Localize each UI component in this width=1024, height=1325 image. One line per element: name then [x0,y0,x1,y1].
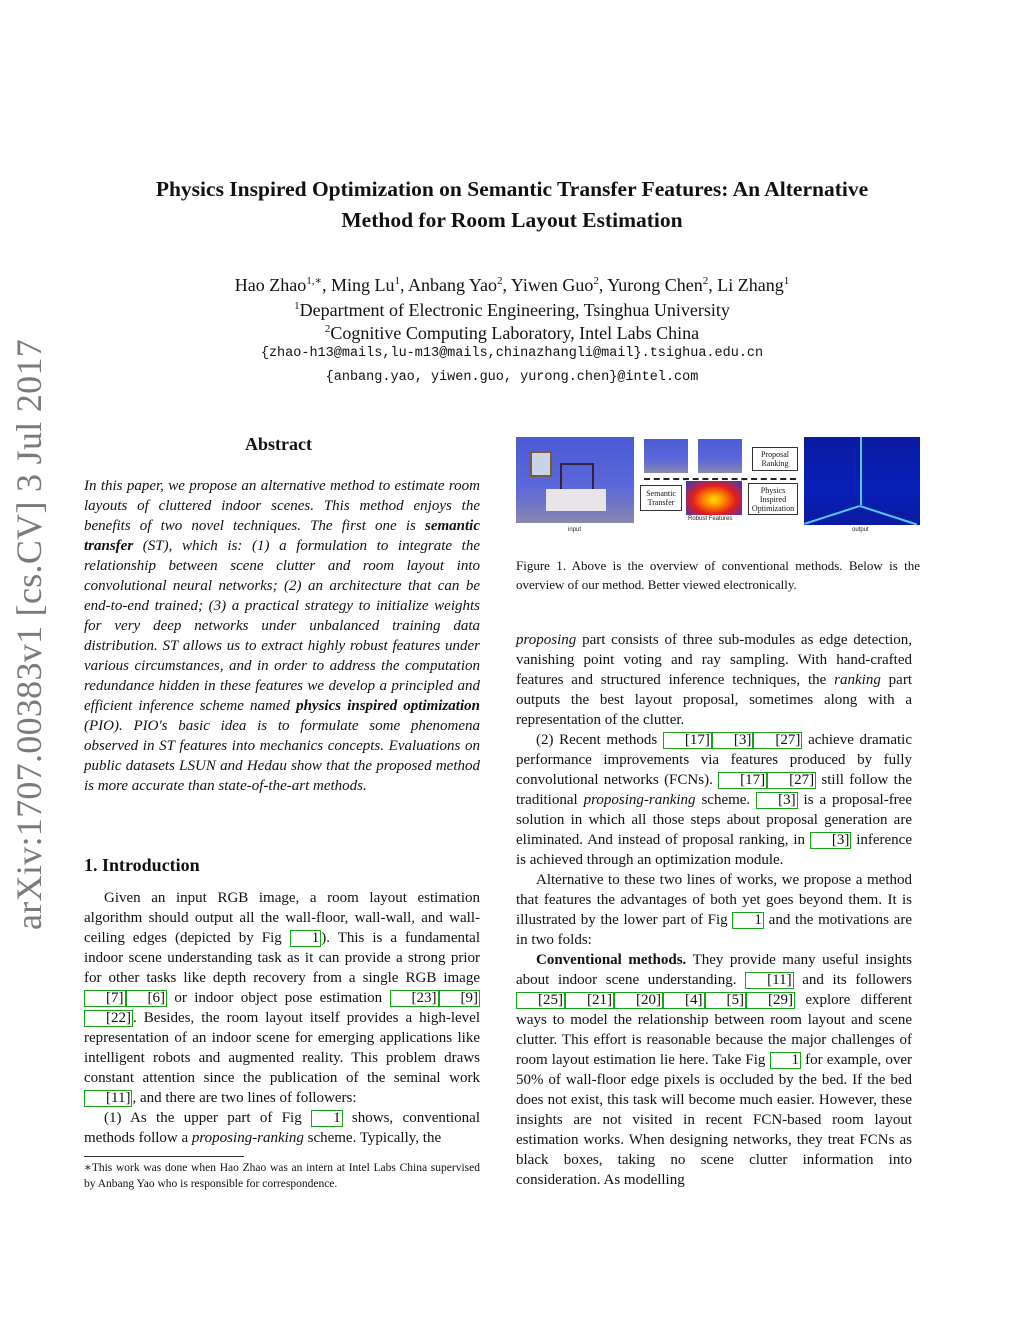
author: Anbang Yao$^2$ [408,275,503,295]
citation-link[interactable]: [20] [614,992,663,1009]
output-label: output [852,527,869,533]
right-paragraph-3: Alternative to these two lines of works, we propose a method that features the advantages of both yet goes beyond them. It is illustrated by the lower part of Fig 1 and the motivations are in two folds: [516,872,912,948]
email-line-2: {anbang.yao, yiwen.guo, yurong.chen}@intel.com [325,370,699,385]
citation-link[interactable]: [6] [126,990,168,1007]
citation-link[interactable]: [5] [705,992,747,1009]
citation-link[interactable]: [11] [84,1090,132,1107]
input-room-photo [516,437,634,523]
right-paragraph-4: Conventional methods. They provide many useful insights about indoor scene understanding. [11] and its followers [25] [21] [20] [4] [5] [29] explore different ways to model the relationship between room layout and scene clutter. This effort is reasonable because the major challenges of room layout estimation lie here. Take Fig 1 for example, over 50% of wall-floor edge pixels is occluded by the bed. If the bed does not exist, this task will become much easier. However, these insights are not visited in recent FCN-based room layout estimation works. When designing networks, they treat FCNs as black boxes, taking no scene clutter information into consideration. As modelling [516,952,913,1188]
footnote-divider [84,1156,244,1157]
citation-link[interactable]: [7] [84,990,126,1007]
affiliation-1: $^1$Department of Electronic Engineering, Tsinghua University [294,300,730,320]
abstract-heading: Abstract [245,434,312,454]
paper-title [70,174,954,236]
physics-inspired-optimization-box: Physics Inspired Optimization [748,483,798,515]
figure-divider [644,478,796,480]
author-list: Hao Zhao$^{1,∗}$, Ming Lu$^1$, Anbang Yao$^2$, Yiwen Guo$^2$, Yurong Chen$^2$, Li Zhang$^1$ [234,275,790,295]
window-shape [530,451,552,477]
figure-1-caption: Figure 1. Above is the overview of conventional methods. Below is the overview of our method. Better viewed electronically. [516,558,920,592]
layout-edge [860,437,862,505]
citation-link[interactable]: [3] [756,792,798,809]
figure-link[interactable]: 1 [732,912,764,929]
semantic-transfer-box: Semantic Transfer [640,485,682,511]
intro-paragraph-1: Given an input RGB image, a room layout estimation algorithm should output all the wall-floor, wall-wall, and wall-ceiling edges (depicted by Fig 1 ). This is a fundamental indoor scene understanding task as it can provide a strong prior for other tasks like depth recovery from a single RGB image [7] [6] or indoor object pose estimation [23] [9][22] . Besides, the room layout itself provides a high-level representation of an indoor scene for emerging applications like intelligent robots and augmented reality. This problem draws constant attention since the publication of the seminal work [11] , and there are two lines of followers: [84,890,480,1106]
affiliation-2: $^2$Cognitive Computing Laboratory, Intel Labs China [324,323,700,343]
bed-shape [546,489,606,511]
figure-link[interactable]: 1 [770,1052,802,1069]
figure-1 [516,437,920,537]
abstract-body: In this paper, we propose an alternative method to estimate room layouts of cluttered indoor scenes. This method enjoys the benefits of two novel techniques. The first one is semantic transfer (ST), which is: (1) a formulation to integrate the relationship between scene clutter and room layout into convolutional neural networks; (2) an architecture that can be end-to-end trained; (3) a practical strategy to initialize weights for very deep networks under unbalanced training data distribution. ST allows us to extract highly robust features under various circumstances, and in order to address the computation redundance hidden in these features we develop a principled and efficient inference scheme named physics inspired optimization (PIO). PIO's basic idea is to formulate some phenomena observed in ST features into mechanics concepts. Evaluations on public datasets LSUN and Hedau show that the proposed method is more accurate than state-of-the-art methods. [84,478,480,794]
citation-link[interactable]: [3] [810,832,852,849]
introduction-body [84,888,480,1148]
citation-link[interactable]: [21] [565,992,614,1009]
author: Yiwen Guo$^2$ [510,275,599,295]
title-line-1: Physics Inspired Optimization on Semantic Transfer Features: An Alternative [155,177,869,201]
author: Yurong Chen$^2$ [607,275,709,295]
citation-link[interactable]: [17] [718,772,767,789]
footnote: ∗This work was done when Hao Zhao was an intern at Intel Labs China supervised by Anbang Yao who is responsible for correspondence. [84,1162,480,1190]
citation-link[interactable]: [27] [753,732,802,749]
introduction-heading: 1. Introduction [84,855,200,875]
email-line-1: {zhao-h13@mails,lu-m13@mails,chinazhangli@mail}.tsighua.edu.cn [260,346,764,361]
input-label: input [568,527,582,533]
intro-paragraph-2: (1) As the upper part of Fig 1 shows, conventional methods follow a proposing-ranking scheme. Typically, the [84,1110,481,1146]
citation-link[interactable]: [3] [712,732,754,749]
robust-feature-map [686,481,742,515]
author: Ming Lu$^1$ [331,275,401,295]
title-line-2: Method for Room Layout Estimation [341,208,683,232]
right-column-body [516,630,912,1190]
arxiv-identifier: arXiv:1707.00383v1 [cs.CV] 3 Jul 2017 [9,338,49,930]
citation-link[interactable]: [11] [745,972,793,989]
citation-link[interactable]: [23] [390,990,439,1007]
citation-link[interactable]: [27] [767,772,816,789]
proposal-ranking-box: Proposal Ranking [752,447,798,471]
figure-link[interactable]: 1 [290,930,322,947]
layout-edge [804,505,860,525]
citation-link[interactable]: [4] [663,992,705,1009]
author: Li Zhang$^1$ [717,275,790,295]
edge-map-thumb-2 [698,439,742,473]
citation-link[interactable]: [9] [439,990,481,1007]
author: Hao Zhao$^{1,∗}$ [234,275,322,295]
citation-link[interactable]: [29] [746,992,795,1009]
citation-link[interactable]: [22] [84,1010,133,1027]
layout-edge [859,505,917,525]
robust-features-label: Robust Features [688,516,733,522]
figure-link[interactable]: 1 [311,1110,343,1127]
citation-link[interactable]: [17] [663,732,712,749]
citation-link[interactable]: [25] [516,992,565,1009]
right-paragraph-2: (2) Recent methods [17] [3] [27] achieve dramatic performance improvements via features produced by fully convolutional networks (FCNs). [17] [27] still follow the traditional proposing-ranking scheme. [3] is a proposal-free solution in which all those steps about proposal generation are eliminated. And instead of proposal ranking, in [3] inference is achieved through an optimization module. [516,732,913,868]
edge-map-thumb-1 [644,439,688,473]
right-paragraph-1: proposing part consists of three sub-modules as edge detection, vanishing point voting and ray sampling. With hand-crafted features and structured inference techniques, the ranking part outputs the best layout proposal, sometimes along with a representation of the clutter. [516,632,912,728]
output-layout-map [804,437,920,525]
